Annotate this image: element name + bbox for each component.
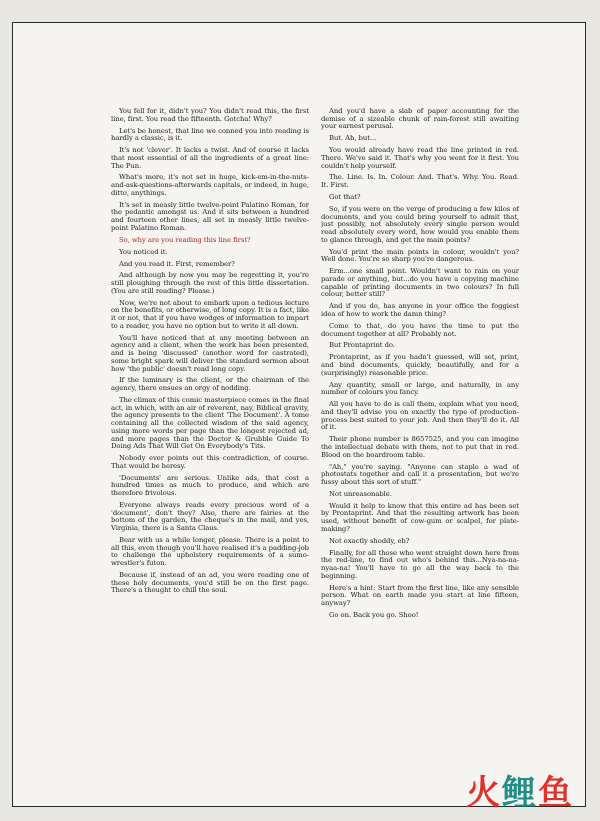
red-line-paragraph: So, why are you reading this line first? bbox=[119, 235, 251, 244]
paragraph: Bear with us a while longer, please. There is a point to all this, even though you'll have realised it's a padding-job to challenge the upholstery requirements of a sumo-wrestler's futon. bbox=[111, 536, 309, 568]
paragraph: And if you do, has anyone in your office the foggiest idea of how to work the damn thing? bbox=[321, 302, 519, 318]
watermark-logo bbox=[466, 775, 572, 811]
paragraph: Their phone number is 8657525, and you can imagine the intellectual debate with them, not to put that in red. Blood on the boardroom table. bbox=[321, 435, 519, 459]
paragraph: You'll have noticed that at any meeting between an agency and a client, when the work has been presented, and is being 'discussed' (another word for castrated), some bright spark will deliver the standard sermon about how 'the public' doesn't read long copy. bbox=[111, 333, 309, 373]
paragraph: It's set in measly little twelve-point Palatino Roman, for the pedantic amongst us. And it sits between a hundred and fourteen other lines, all set in measly little twelve-point Palatino Roman. bbox=[111, 200, 309, 232]
watermark-char-1: 火 bbox=[466, 773, 500, 813]
paragraph: Erm...one small point. Wouldn't want to rain on your parade or anything, but...do you have a copying machine capable of printing documents in two colours? In full colour, better still? bbox=[321, 267, 519, 299]
paragraph: It's not 'clever'. It lacks a twist. And of course it lacks that most essential of all the ingredients of a great line: The Pun. bbox=[111, 146, 309, 170]
paragraph: But Prontaprint do. bbox=[329, 341, 395, 350]
text-columns bbox=[111, 108, 519, 798]
paragraph: Not unreasonable. bbox=[329, 489, 392, 498]
paragraph: Prontaprint, as if you hadn't guessed, will set, print, and bind documents, quickly, beautifully, and for a (surprisingly) reasonable price. bbox=[321, 353, 519, 377]
paragraph: Got that? bbox=[329, 193, 361, 202]
paragraph: Would it help to know that this entire ad has been set by Prontaprint. And that the resulting artwork has been used, without benefit of cow-gum or scalpel, for plate-making? bbox=[321, 501, 519, 533]
paragraph: Come to that, do you have the time to put the document together at all? Probably not. bbox=[321, 321, 519, 338]
paragraph: Nobody ever points out this contradiction, of course. That would be heresy. bbox=[111, 454, 309, 470]
paragraph: You noticed it. bbox=[119, 247, 168, 256]
paragraph: What's more, it's not set in huge, kick-em-in-the-nuts-and-ask-questions-afterwards capitals, or indeed, in huge, ditto, anythings. bbox=[111, 173, 309, 197]
paragraph: Finally, for all those who went straight down here from the red-line, to find out who's behind this...Nya-na-na-nyaa-na! You'll have to go all the way back to the beginning. bbox=[321, 548, 519, 580]
paragraph: Here's a hint: Start from the first line, like any sensible person. What on earth made you start at line fifteen, anyway? bbox=[321, 583, 519, 608]
paragraph: You would already have read the line printed in red. There. We've said it. That's why you went for it first. You couldn't help yourself. bbox=[321, 146, 519, 170]
paragraph: Not exactly shoddy, eh? bbox=[329, 536, 410, 545]
paragraph: You'd print the main points in colour, wouldn't you? Well done. You're so sharp you're dangerous. bbox=[321, 247, 519, 264]
watermark-char-2: 鲤 bbox=[502, 773, 536, 813]
paragraph: Because if, instead of an ad, you were reading one of these holy documents, you'd still be on the first page. There's a thought to chill the soul. bbox=[111, 571, 309, 595]
paragraph: Everyone always reads every precious word of a 'document', don't they? Also, there are fairies at the bottom of the garden, the cheque's in the mail, and yes, Virginia, there is a Santa Claus. bbox=[111, 501, 309, 533]
paragraph: Now, we're not about to embark upon a tedious lecture on the benefits, or otherwise, of long copy. It is a fact, like it or not, that if you have wodges of information to impart to a reader, you have no option but to write it all down. bbox=[111, 298, 309, 330]
paragraph: Go on. Back you go. Shoo! bbox=[329, 610, 419, 619]
paragraph: But. Ah, but... bbox=[329, 134, 377, 143]
paragraph: You fell for it, didn't you? You didn't read this, the first line, first. You read the fifteenth. Gotcha! Why? bbox=[111, 108, 309, 123]
paragraph: And you read it. First, remember? bbox=[119, 259, 235, 268]
paragraph: And although by now you may be regretting it, you're still ploughing through the rest of this little dissertation. (You are still reading? Please.) bbox=[111, 271, 309, 295]
paragraph: All you have to do is call them, explain what you need, and they'll advise you on exactly the type of production-process best suited to your job. And then they'll do it. All of it. bbox=[321, 400, 519, 432]
paragraph: The climax of this comic masterpiece comes in the final act, in which, with an air of reverent, nay, Biblical gravity, the agency presents to the client 'The Document'. A tome containing all the collected wisdom of the said agency, using more words per page than the longest rejected ad, and more pages than the Doctor & Grubble Guide To Doing Ads That Will Get On Everybody's Tits. bbox=[111, 396, 309, 451]
paragraph: The. Line. Is. In. Colour. And. That's. Why. You. Read. It. First. bbox=[321, 173, 519, 190]
paragraph: "Ah," you're saying. "Anyone can staple a wad of photostats together and call it a presentation, but we're fussy about this sort of stuff." bbox=[321, 462, 519, 486]
paragraph: Let's be honest, that line we conned you into reading is hardly a classic, is it. bbox=[111, 126, 309, 143]
paragraph: So, if you were on the verge of producing a few kilos of documents, and you could bring yourself to admit that, just possibly, not absolutely every single person would read absolutely every word, how would you enable them to glance through, and get the main points? bbox=[321, 204, 519, 244]
right-column bbox=[321, 108, 519, 798]
paragraph: 'Documents' are serious. Unlike ads, that cost a hundred times as much to produce, and which are therefore frivolous. bbox=[111, 473, 309, 498]
left-column bbox=[111, 108, 309, 798]
paragraph: Any quantity, small or large, and naturally, in any number of colours you fancy. bbox=[321, 380, 519, 397]
paragraph: If the luminary is the client, or the chairman of the agency, there ensues an orgy of nodding. bbox=[111, 376, 309, 393]
paragraph: And you'd have a slab of paper accounting for the demise of a sizeable chunk of rain-forest still awaiting your earnest perusal. bbox=[321, 108, 519, 131]
document-page bbox=[12, 22, 586, 807]
watermark-char-3: 鱼 bbox=[538, 773, 572, 813]
